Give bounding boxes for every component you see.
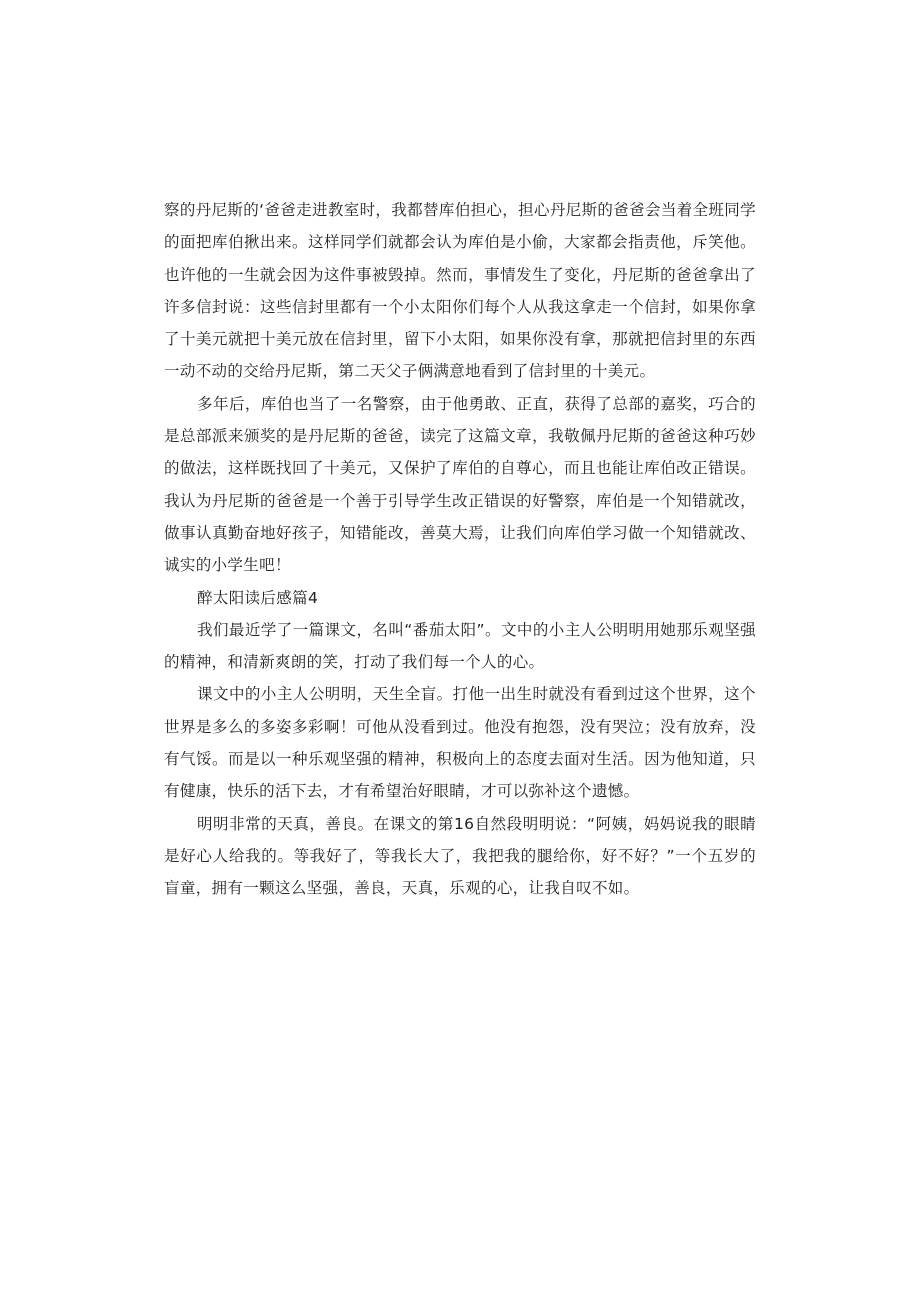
document-page [164,194,756,905]
paragraph-mingming-kind: 明明非常的天真，善良。在课文的第16自然段明明说：“阿姨，妈妈说我的眼睛是好心人给我的。等我好了，等我长大了，我把我的腿给你，好不好？”一个五岁的盲童，拥有一颗这么坚强，善良，天真，乐观的心，让我自叹不如。 [164,814,756,898]
paragraph-kubo-police: 多年后，库伯也当了一名警察，由于他勇敢、正直，获得了总部的嘉奖，巧合的是总部派来颁奖的是丹尼斯的爸爸，读完了这篇文章，我敬佩丹尼斯的爸爸这种巧妙的做法，这样既找回了十美元，又保护了库伯的自尊心，而且也能让库伯改正错误。我认为丹尼斯的爸爸是一个善于引导学生改正错误的好警察，库伯是一个知错就改，做事认真勤奋地好孩子，知错能改，善莫大焉，让我们向库伯学习做一个知错就改、诚实的小学生吧！ [164,394,756,575]
paragraph-mingming-blind: 课文中的小主人公明明，天生全盲。打他一出生时就没有看到过这个世界，这个世界是多么的多姿多彩啊！可他从没看到过。他没有抱怨，没有哭泣；没有放弃，没有气馁。而是以一种乐观坚强的精神，积极向上的态度去面对生活。因为他知道，只有健康，快乐的活下去，才有希望治好眼睛，才可以弥补这个遗憾。 [164,685,756,801]
paragraph-continuation: 察的丹尼斯的‘爸爸走进教室时，我都替库伯担心，担心丹尼斯的爸爸会当着全班同学的面把库伯揪出来。这样同学们就都会认为库伯是小偷，大家都会指责他，斥笑他。也许他的一生就会因为这件事被毁掉。然而，事情发生了变化，丹尼斯的爸爸拿出了许多信封说：这些信封里都有一个小太阳你们每个人从我这拿走一个信封，如果你拿了十美元就把十美元放在信封里，留下小太阳，如果你没有拿，那就把信封里的东西一动不动的交给丹尼斯，第二天父子俩满意地看到了信封里的十美元。 [164,201,756,381]
paragraph-tomato-sun-intro: 我们最近学了一篇课文，名叫“番茄太阳”。文中的小主人公明明用她那乐观坚强的精神，和清新爽朗的笑，打动了我们每一个人的心。 [164,620,756,672]
section-title: 醉太阳读后感篇4 [197,588,319,607]
